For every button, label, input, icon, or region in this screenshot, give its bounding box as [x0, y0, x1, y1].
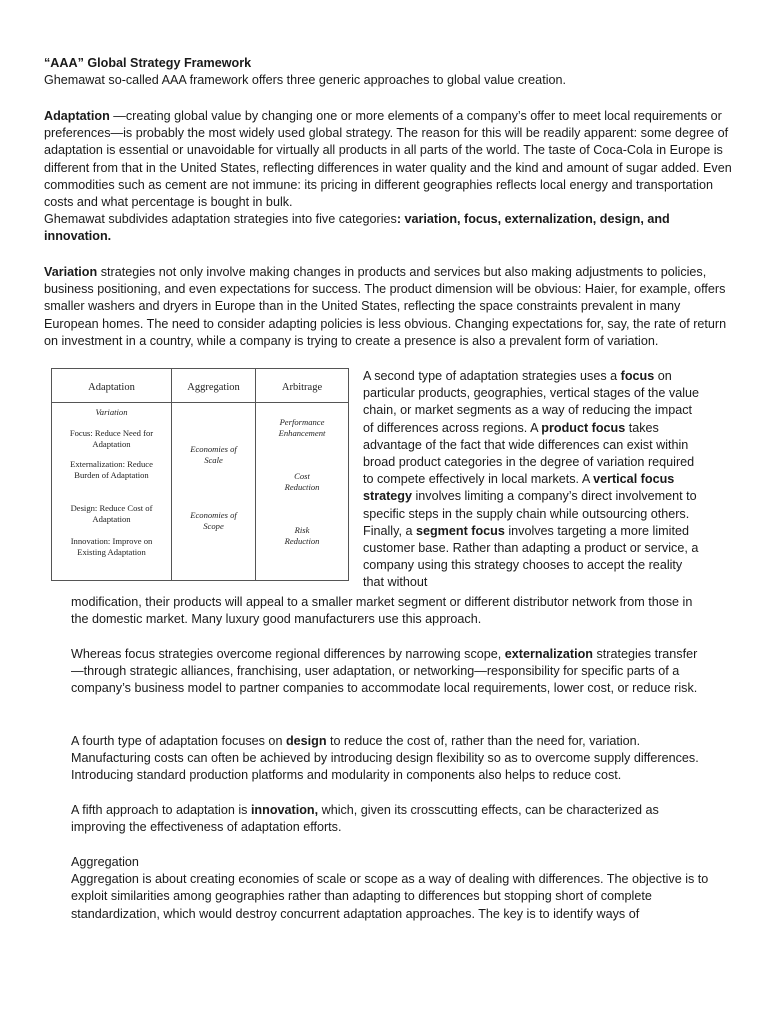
figure-col-aggregation: [172, 369, 255, 580]
innovation-text-1: A fifth approach to adaptation is: [71, 803, 251, 817]
figure-item-performance-enhancement: Performance Enhancement: [278, 417, 326, 438]
focus-paragraph-continuation: modification, their products will appeal to a smaller market segment or different distributor network from those in the domestic market. Many luxury good manufacturers use this approach.: [71, 595, 693, 627]
variation-paragraph: [44, 264, 734, 350]
adaptation-text: —creating global value by changing one or more elements of a company’s offer to meet local requirements or preferences—is probably the most widely used global strategy. The reason for this will be readily apparent: some degree of adaptation is essential or unavoidable for virtually all products in all parts of the world. The taste of Coca-Cola in Europe is different from that in the United States, reflecting differences in water quality and the kind and amount of sugar added. Even commodities such as cement are not immune: its pricing in different geographies reflects local energy and transportation costs and what percentage is bought in bulk.: [44, 109, 732, 210]
figure-col-arbitrage: [256, 369, 348, 580]
figure-item-variation: Variation: [95, 407, 128, 417]
design-paragraph: [71, 733, 711, 785]
design-term: design: [285, 734, 327, 748]
focus-text-1: A second type of adaptation strategies uses a: [363, 369, 621, 383]
product-focus-term: product focus: [541, 420, 626, 435]
segment-focus-term: segment focus: [415, 523, 505, 538]
figure-header-arbitrage: Arbitrage: [281, 382, 323, 393]
innovation-term: innovation,: [250, 803, 319, 817]
variation-text: strategies not only involve making changes in products and services but also making adjustments to policies, business positioning, and even expectations for success. The product dimension will be obvious: Haier, for example, offers smaller washers and dryers in Europe than in the United States, reflecting the space constraints prevalent in many European homes. The need to consider adapting policies is less obvious. Changing expectations for, say, the rate of return on investment in a country, while a company is trying to create a presence is also a prevalent form of variation.: [44, 265, 727, 348]
design-text-2: to reduce the cost of, rather than the need for, variation. Manufacturing costs can often be achieved by introducing design flexibility so as to overcome supply differences. Introducing standard production platforms and modularity in components also helps to reduce cost.: [71, 734, 699, 783]
adaptation-paragraph: [44, 108, 734, 246]
figure-item-economies-of-scale: Economies of Scale: [190, 444, 237, 465]
figure-item-focus: Focus: Reduce Need for Adaptation: [69, 428, 154, 449]
figure-item-risk-reduction: Risk Reduction: [284, 525, 320, 546]
variation-term: Variation: [44, 265, 98, 279]
externalization-term: externalization: [504, 647, 593, 661]
figure-header-aggregation: Aggregation: [187, 382, 240, 393]
intro-paragraph: Ghemawat so-called AAA framework offers three generic approaches to global value creation.: [44, 73, 566, 87]
externalization-text-2: strategies transfer —through strategic alliances, franchising, user adaptation, or networking—responsibility for specific parts of a company’s business model to partner companies to accommodate local requirements, lower cost, or reduce risk.: [71, 647, 698, 696]
focus-text-4: involves limiting a company’s direct involvement to specific steps in the supply chain while outsourcing others. Finally, a: [363, 489, 697, 538]
figure-item-externalization: Externalization: Reduce Burden of Adaptation: [70, 459, 153, 480]
aggregation-text: Aggregation is about creating economies of scale or scope as a way of dealing with differences. The objective is to exploit similarities among geographies rather than adapting to differences but stopping short of complete standardization, which would destroy concurrent adaptation approaches. The key is to identify ways of: [71, 872, 709, 921]
focus-text-3: takes advantage of the fact that wide differences can exist within broad product categories in the degree of variation required to compete effectively in local markets. A: [363, 420, 695, 487]
figure-item-economies-of-scope: Economies of Scope: [190, 510, 237, 531]
focus-paragraph: [363, 368, 703, 592]
figure-item-design: Design: Reduce Cost of Adaptation: [70, 503, 153, 524]
externalization-text-1: Whereas focus strategies overcome regional differences by narrowing scope,: [71, 647, 505, 661]
adaptation-term: Adaptation: [44, 109, 110, 123]
adaptation-subdivision-text: Ghemawat subdivides adaptation strategies into five categories: [44, 212, 397, 227]
externalization-paragraph: [71, 646, 711, 698]
focus-text-2: on particular products, geographies, vertical stages of the value chain, or market segments as a way of reducing the impact of differences across regions. A: [363, 369, 700, 435]
figure-header-adaptation: Adaptation: [88, 382, 135, 393]
figure-col-adaptation: [52, 369, 171, 580]
aggregation-heading: Aggregation: [71, 855, 139, 869]
aaa-framework-figure: [51, 368, 349, 581]
aggregation-section: [71, 854, 711, 923]
figure-item-innovation: Innovation: Improve on Existing Adaptation: [70, 536, 153, 557]
design-text-1: A fourth type of adaptation focuses on: [71, 734, 286, 748]
innovation-paragraph: [71, 802, 711, 836]
adaptation-categories: : variation, focus, externalization, design, and innovation.: [44, 212, 670, 244]
innovation-text-2: which, given its crosscutting effects, can be characterized as improving the effectiveness of adaptation efforts.: [71, 803, 659, 835]
figure-item-cost-reduction: Cost Reduction: [284, 471, 320, 492]
document-title: “AAA” Global Strategy Framework: [44, 56, 252, 70]
focus-text-5: involves targeting a more limited customer base. Rather than adapting a product or service, a company using this strategy chooses to accept the reality that without: [363, 523, 699, 590]
focus-term: focus: [620, 369, 655, 383]
vertical-focus-term: vertical focus strategy: [363, 472, 675, 504]
